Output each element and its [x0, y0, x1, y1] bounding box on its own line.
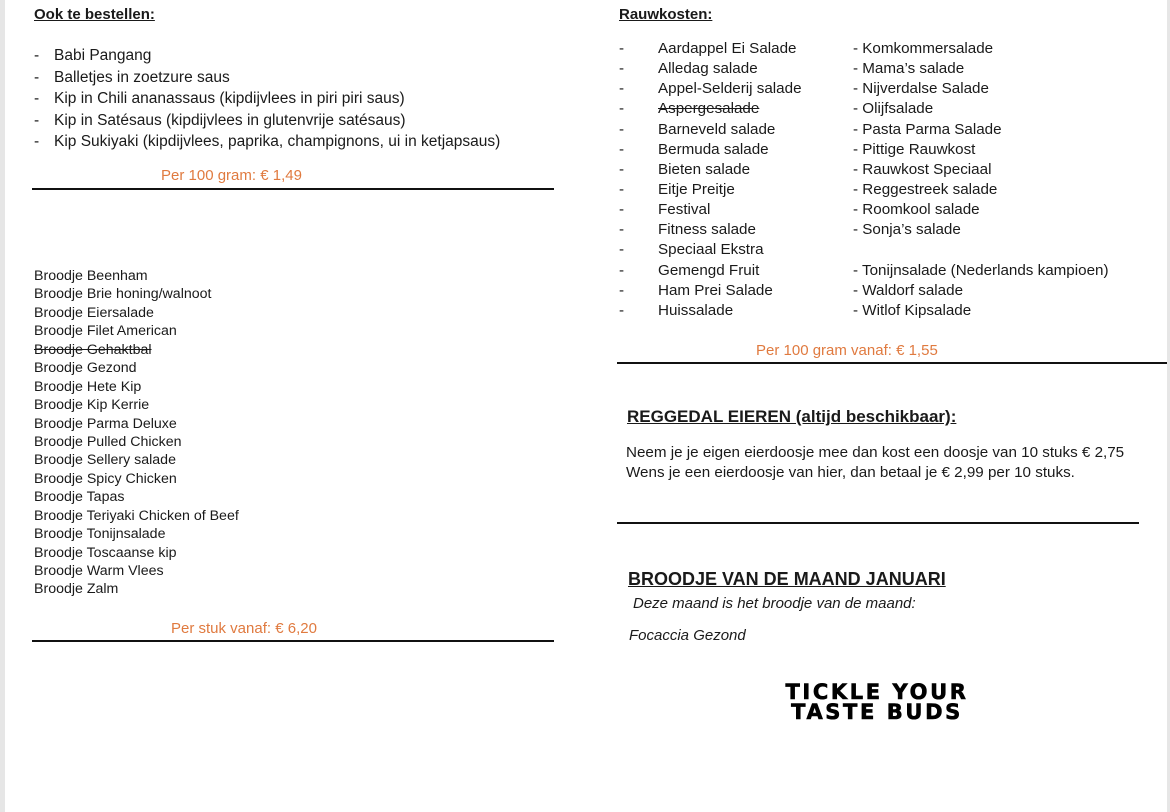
rauwkosten-row — [619, 99, 1139, 119]
logo-line-1: TICKLE YOUR — [785, 680, 969, 704]
broodje-item: Broodje Pulled Chicken — [34, 433, 182, 450]
bullet-dash: - — [619, 80, 625, 98]
list-item-label: Kip in Satésaus (kipdijvlees in glutenvrije satésaus) — [54, 111, 406, 129]
divider — [617, 522, 1139, 524]
ook-heading: Ook te bestellen: — [34, 6, 155, 23]
divider — [32, 640, 554, 642]
list-item — [34, 88, 500, 110]
bullet-dash: - — [34, 90, 40, 108]
salade-name: Festival — [658, 201, 711, 219]
salade-name-2: - Witlof Kipsalade — [853, 301, 972, 319]
list-item-label: Babi Pangang — [54, 47, 152, 64]
salade-name: Ham Prei Salade — [658, 281, 773, 299]
ook-price: Per 100 gram: € 1,49 — [161, 167, 302, 184]
broodje-item: Broodje Warm Vlees — [34, 563, 164, 579]
broodje-item: Broodje Gezond — [34, 360, 137, 377]
rauwkosten-row — [619, 240, 1139, 260]
broodje-item: Broodje Teriyaki Chicken of Beef — [34, 507, 239, 524]
list-item-label: Balletjes in zoetzure saus — [54, 68, 230, 86]
divider — [617, 362, 1167, 364]
salade-name: Bermuda salade — [658, 140, 769, 158]
maand-broodje: Focaccia Gezond — [629, 627, 746, 644]
salade-name: Bieten salade — [658, 160, 751, 178]
salade-name-2: - Mama’s salade — [853, 60, 965, 78]
logo-line-2: TASTE BUDS — [791, 700, 963, 724]
bullet-dash: - — [619, 301, 625, 319]
salade-name-2: - Olijfsalade — [853, 100, 934, 118]
bullet-dash: - — [34, 133, 40, 151]
rauwkosten-row — [619, 79, 1139, 99]
eieren-heading: REGGEDAL EIEREN (altijd beschikbaar): — [627, 407, 957, 426]
bullet-dash: - — [619, 281, 625, 299]
rauwkosten-row — [619, 59, 1139, 79]
broodje-item: Broodje Sellery salade — [34, 452, 176, 469]
divider — [32, 188, 554, 190]
list-item-label: Kip Sukiyaki (kipdijvlees, paprika, champignons, ui in ketjapsaus) — [54, 133, 501, 151]
broodje-item: Broodje Toscaanse kip — [34, 544, 177, 561]
broodje-item: Broodje Tonijnsalade — [34, 526, 166, 543]
broodjes-price: Per stuk vanaf: € 6,20 — [171, 620, 317, 637]
salade-name: Aardappel Ei Salade — [658, 40, 797, 57]
eieren-line-2: Wens je een eierdoosje van hier, dan betaal je € 2,99 per 10 stuks. — [626, 464, 1075, 481]
rauwkosten-row — [619, 301, 1139, 321]
menu-page — [5, 0, 1167, 812]
rauwkosten-row — [619, 180, 1139, 200]
rauwkosten-row — [619, 200, 1139, 220]
salade-name: Fitness salade — [658, 221, 756, 239]
broodje-item: Broodje Beenham — [34, 268, 148, 284]
bullet-dash: - — [34, 47, 40, 64]
salade-name-2: - Reggestreek salade — [853, 180, 998, 198]
broodje-item: Broodje Eiersalade — [34, 304, 154, 321]
salade-name-2: - Pasta Parma Salade — [853, 120, 1002, 138]
rauwkosten-row — [619, 261, 1139, 281]
broodje-item: Broodje Filet American — [34, 323, 177, 340]
bullet-dash: - — [34, 68, 40, 86]
list-item — [34, 110, 500, 132]
salade-name: Appel-Selderij salade — [658, 80, 802, 98]
salade-name: Barneveld salade — [658, 120, 776, 138]
bullet-dash: - — [619, 140, 625, 158]
list-item — [34, 67, 500, 89]
salade-name: Huissalade — [658, 301, 734, 319]
bullet-dash: - — [619, 40, 625, 57]
salade-name-2: - Waldorf salade — [853, 281, 964, 299]
rauwkosten-row — [619, 140, 1139, 160]
bullet-dash: - — [34, 111, 40, 129]
bullet-dash: - — [619, 201, 625, 219]
list-item — [34, 131, 500, 153]
broodje-item: Broodje Spicy Chicken — [34, 470, 177, 487]
broodje-item: Broodje Brie honing/walnoot — [34, 286, 212, 303]
rauwkosten-row — [619, 39, 1139, 59]
eieren-line-1: Neem je je eigen eierdoosje mee dan kost een doosje van 10 stuks € 2,75 — [626, 444, 1125, 461]
salade-name-2: - Nijverdalse Salade — [853, 80, 989, 98]
broodje-item: Broodje Gehaktbal — [34, 341, 152, 358]
salade-name-2: - Pittige Rauwkost — [853, 140, 976, 158]
rauwkosten-row — [619, 220, 1139, 240]
bullet-dash: - — [619, 180, 625, 198]
broodje-item: Broodje Kip Kerrie — [34, 397, 150, 414]
rauwkosten-price: Per 100 gram vanaf: € 1,55 — [756, 342, 938, 359]
salade-name: Gemengd Fruit — [658, 261, 760, 279]
rauwkosten-row — [619, 160, 1139, 180]
bullet-dash: - — [619, 160, 625, 178]
rauwkosten-list — [619, 39, 1139, 321]
broodje-item: Broodje Zalm — [34, 581, 119, 598]
list-item — [34, 45, 500, 67]
salade-name-2: - Sonja’s salade — [853, 221, 961, 239]
salade-name-2: - Rauwkost Speciaal — [853, 160, 992, 178]
salade-name: Aspergesalade — [658, 100, 760, 118]
salade-name: Speciaal Ekstra — [658, 241, 764, 259]
maand-intro: Deze maand is het broodje van de maand: — [633, 595, 916, 612]
salade-name: Eitje Preitje — [658, 180, 735, 198]
bullet-dash: - — [619, 100, 625, 118]
broodje-item: Broodje Parma Deluxe — [34, 415, 177, 432]
broodje-item: Broodje Tapas — [34, 489, 125, 506]
salade-name-2: - Roomkool salade — [853, 201, 980, 219]
salade-name-2: - Komkommersalade — [853, 40, 994, 57]
rauwkosten-row — [619, 120, 1139, 140]
salade-name: Alledag salade — [658, 60, 758, 78]
bullet-dash: - — [619, 221, 625, 239]
rauwkosten-heading: Rauwkosten: — [619, 6, 713, 23]
broodje-item: Broodje Hete Kip — [34, 378, 142, 395]
bullet-dash: - — [619, 261, 625, 279]
rauwkosten-row — [619, 281, 1139, 301]
salade-name-2: - Tonijnsalade (Nederlands kampioen) — [853, 261, 1109, 279]
list-item-label: Kip in Chili ananassaus (kipdijvlees in piri piri saus) — [54, 90, 405, 108]
maand-heading: BROODJE VAN DE MAAND JANUARI — [628, 569, 946, 589]
ook-list — [34, 45, 500, 153]
tickle-logo — [741, 682, 1013, 722]
bullet-dash: - — [619, 120, 625, 138]
broodjes-list — [34, 267, 239, 599]
bullet-dash: - — [619, 241, 625, 259]
bullet-dash: - — [619, 60, 625, 78]
